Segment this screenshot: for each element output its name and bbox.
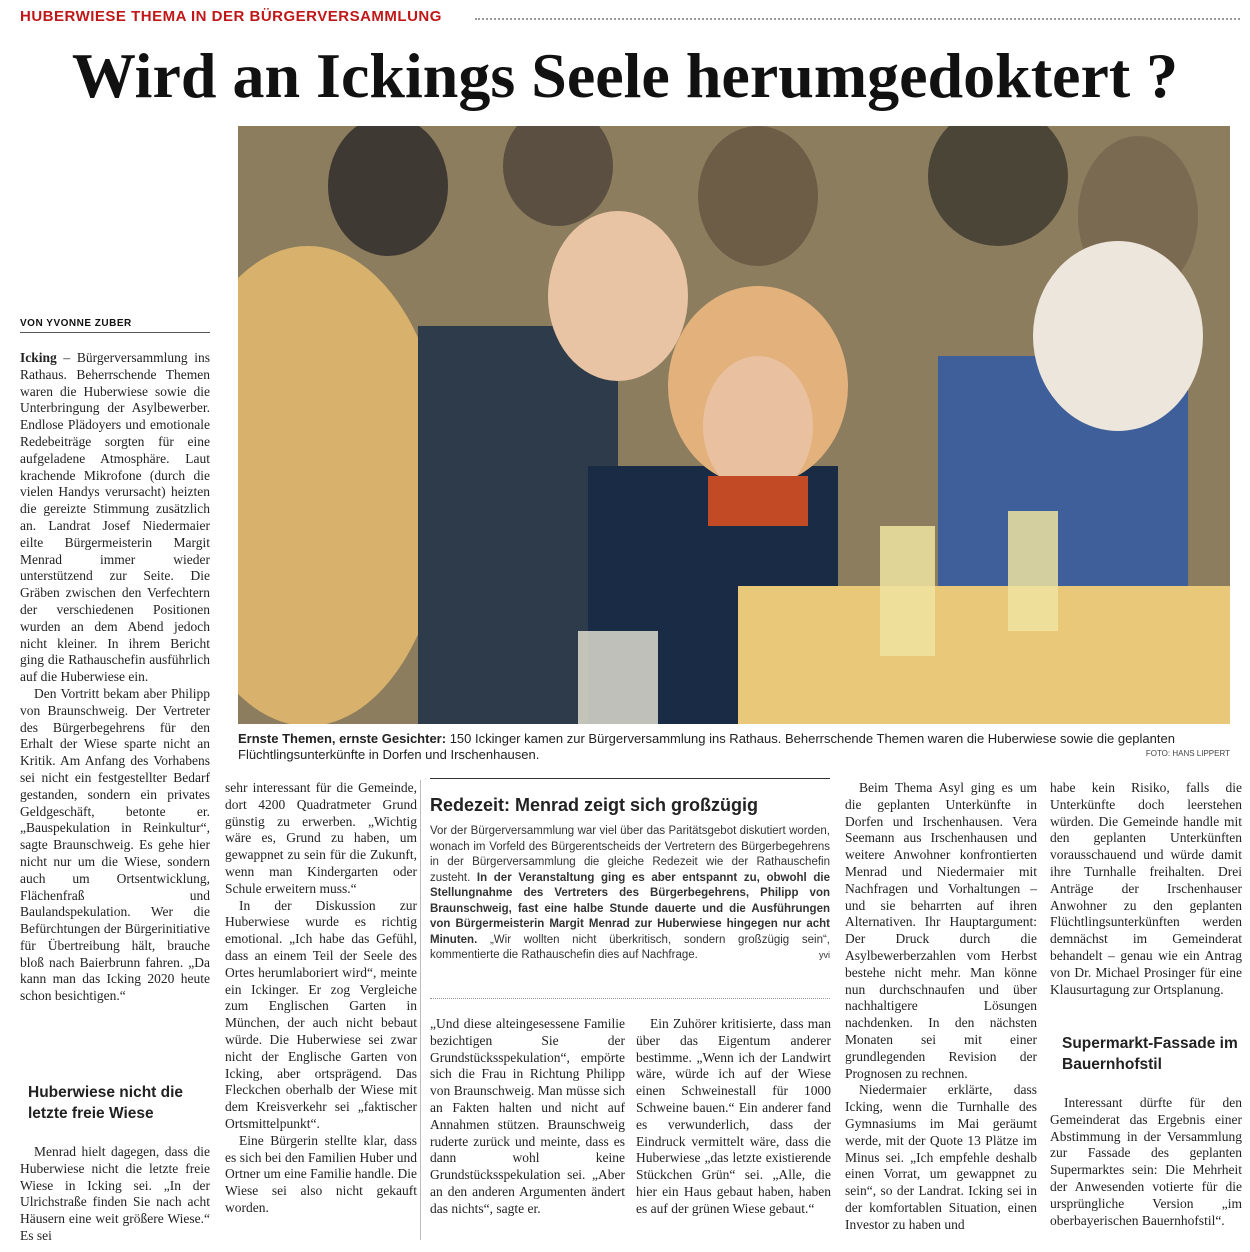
col4-paragraph-1: Ein Zuhörer kritisierte, dass man über das Eigentum anderer bestimme. „Wenn ich der Landwirt wäre, würde ich auf der Wiese einen Schweinestall für 1000 Schweine bauen.“ Ein anderer fand es verwunderlich, dass der Eindruck vermittelt wäre, dass die Huberwiese „das letzte existierende Stückchen Grün“ sei. „Alle, die hier ein Haus gebaut haben, haben es auf der grünen Wiese gebaut.“: [636, 1016, 831, 1216]
info-box: [430, 778, 830, 991]
info-box-body: Vor der Bürgerversammlung war viel über das Paritätsgebot diskutiert worden, wonach im Vorfeld des Bürgerentscheids der Vertretern des Bürgerbegehrens in der Bürgerversammlung die gleiche Redezeit wie der Rathauschefin zusteht. In der Veranstaltung ging es aber entspannt zu, obwohl die Stellungnahme des Vertreters des Bürgerbegehrens, Philipp von Braunschweig, fast eine halbe Stunde dauerte und die Ausführungen von Bürgermeisterin Margit Menrad zur Huberwiese hingegen nur acht Minuten. „Wir wollten nicht überkritisch, sondern großzügig sein“, kommentierte die Rathauschefin dies auf Nachfrage. yvi: [430, 824, 830, 964]
photo-caption: Ernste Themen, ernste Gesichter: 150 Ickinger kamen zur Bürgerversammlung ins Rathaus. Beherrschende Themen waren die Huberwiese sowie die geplanten Flüchtlingsunterkünfte in Dorfen und Irschenhausen.: [238, 731, 1175, 762]
col2-paragraph-2: In der Diskussion zur Huberwiese wurde es richtig emotional. „Ich habe das Gefühl, dass an einem Teil der Seele des Ortes herumlaboriert wird“, meinte ein Ickinger. Er zog Vergleiche zum Englischen Garten in München, der auch nicht bebaut würde. Die Huberwiese sei zwar nicht der Englische Garten von Icking, aber ortsprägend. Das Fleckchen oberhalb der Wiese mit dem Kreisverkehr sei „faktischer Ortsmittelpunkt“.: [225, 897, 417, 1131]
photo-illustration: [238, 126, 1230, 724]
byline: VON YVONNE ZUBER: [20, 318, 210, 333]
col1-paragraph-1: Icking – Bürgerversammlung ins Rathaus. Beherrschende Themen waren die Huberwiese sowie die Unterbringung der Asylbewerber. Endlose Plädoyers und emotionale Redebeiträge sorgten für eine aufgeladene Atmosphäre. Laut krachende Mikrofone (durch die vielen Handys verursacht) heizten die gereizte Stimmung zusätzlich an. Landrat Josef Niedermaier eilte Bürgermeisterin Margit Menrad immer wieder unterstützend zur Seite. Die Gräben zwischen den Verfechtern der verschiedenen Positionen wurden an dem Abend jedoch nicht kleiner. In ihrem Bericht ging die Rathauschefin ausführlich auf die Huberwiese ein.: [20, 350, 210, 685]
col1-paragraph-3: Menrad hielt dagegen, dass die Huberwiese nicht die letzte freie Wiese in Icking sei. „In der Ulrichstraße finden Sie nach acht Häusern eine weit größere Wiese.“ Es sei: [20, 1144, 210, 1242]
info-box-dotted-rule: [430, 998, 830, 999]
photo-audience: [238, 126, 1230, 724]
headline: Wird an Ickings Seele herumgedoktert ?: [71, 40, 1179, 111]
column-divider: [420, 780, 421, 1240]
photo-credit: FOTO: HANS LIPPERT: [1145, 749, 1230, 758]
col6-paragraph-1: habe kein Risiko, falls die Unterkünfte doch leerstehen würden. Die Gemeinde handle mit den geplanten Unterkünften vorausschauend und würde damit ihre Turnhalle freihalten. Drei Anträge der Irschenhauser Anwohner zu den geplanten Flüchtlingsunterkünften werden demnächst im Gemeinderat behandelt – genau wie ein Antrag von Dr. Michael Prosinger für eine Klausurtagung zur Ortsplanung.: [1050, 780, 1242, 997]
column-5: [845, 780, 1037, 1240]
col2-paragraph-3: Eine Bürgerin stellte klar, dass es sich bei den Familien Huber und Ortner um eine Familie handle. Die Wiese sei also nicht gekauft worden.: [225, 1132, 417, 1215]
column-6-lower: [1050, 1095, 1242, 1241]
kicker-rule: [475, 18, 1240, 20]
subhead-supermarkt: Supermarkt-Fassade im Bauernhofstil: [1062, 1035, 1238, 1073]
col3-paragraph-1: „Und diese alteingesessene Familie bezichtigen Sie der Grundstücksspekulation“, empörte sich die Frau in Richtung Philipp von Braunschweig. Man müsse sich an Fakten halten und nicht auf Annahmen stützen. Braunschweig ruderte zurück und meinte, dass es dann wohl keine Grundstücksspekulation sei. „Aber an den anderen Argumenten ändert das nichts“, sagte er.: [430, 1016, 625, 1216]
kicker: HUBERWIESE THEMA IN DER BÜRGERVERSAMMLUNG: [20, 8, 1240, 28]
info-box-signature: yvi: [819, 950, 830, 960]
column-3: [430, 1016, 625, 1242]
info-box-title: Redezeit: Menrad zeigt sich großzügig: [430, 795, 759, 815]
column-1-lower: [20, 1144, 210, 1242]
col2-paragraph-1: sehr interessant für die Gemeinde, dort 4200 Quadratmeter Grund günstig zu erwerben. „Wichtig wäre es, Grund zu haben, um gewappnet zu sein für die Zukunft, wenn man Kindergarten oder Schule erweitern muss.“: [225, 780, 417, 896]
column-6: [1050, 780, 1242, 1020]
column-2: [225, 780, 417, 1240]
col5-paragraph-2: Niedermaier erklärte, dass Icking, wenn die Turnhalle des Gymnasiums im Mai geräumt werde, mit der Quote 13 Plätze im Minus sei. „Ich empfehle deshalb einen Vorrat, um gewappnet zu sein“, so der Landrat. Icking sei in der komfortablen Situation, einen Investor zu haben und: [845, 1082, 1037, 1232]
column-4: [636, 1016, 831, 1242]
col6-paragraph-2: Interessant dürfte für den Gemeinderat das Ergebnis einer Abstimmung in der Versammlung zur Fassade des geplanten Supermarktes sein: Die Mehrheit der Anwesenden votierte für die ursprüngliche Version „im oberbayerischen Bauernhofstil“.: [1050, 1095, 1242, 1228]
subhead-huberwiese: Huberwiese nicht die letzte freie Wiese: [28, 1084, 184, 1122]
col1-paragraph-2: Den Vortritt bekam aber Philipp von Braunschweig. Der Vertreter des Bürgerbegehrens für den Erhalt der Wiese sparte nicht an Kritik. Am Anfang des Vorhabens sei nicht ein festgestellter Bedarf gestanden, sondern ein privates Geldgeschäft, betonte er. „Bauspekulation in Reinkultur“, sagte Braunschweig. Es gehe hier nicht nur um die Wiese, sondern auch um Ortsentwicklung, Flächenfraß und Baulandspekulation. Wer die Befürchtungen der Bürgerinitiative für Übertreibung hält, brauche bloß nach Baierbrunn fahren. „Da kann man das Icking 2020 heute schon besichtigen.“: [20, 685, 210, 1004]
col5-paragraph-1: Beim Thema Asyl ging es um die geplanten Unterkünfte in Dorfen und Irschenhausen. Vera Seemann aus Irschenhausen und weitere Anwohner konfrontierten Menrad und Niedermaier mit Nachfragen und Vorhaltungen – und sie beharrten auf ihren Alternativen. Ihr Hauptargument: Der Druck durch die Asylbewerberzahlen vom Herbst bestehe nicht mehr. Man könne nun durchschnaufen und über nachhaltigere Lösungen nachdenken. In den nächsten Monaten sei mit einer grundlegenden Revision der Prognosen zu rechnen.: [845, 780, 1037, 1081]
